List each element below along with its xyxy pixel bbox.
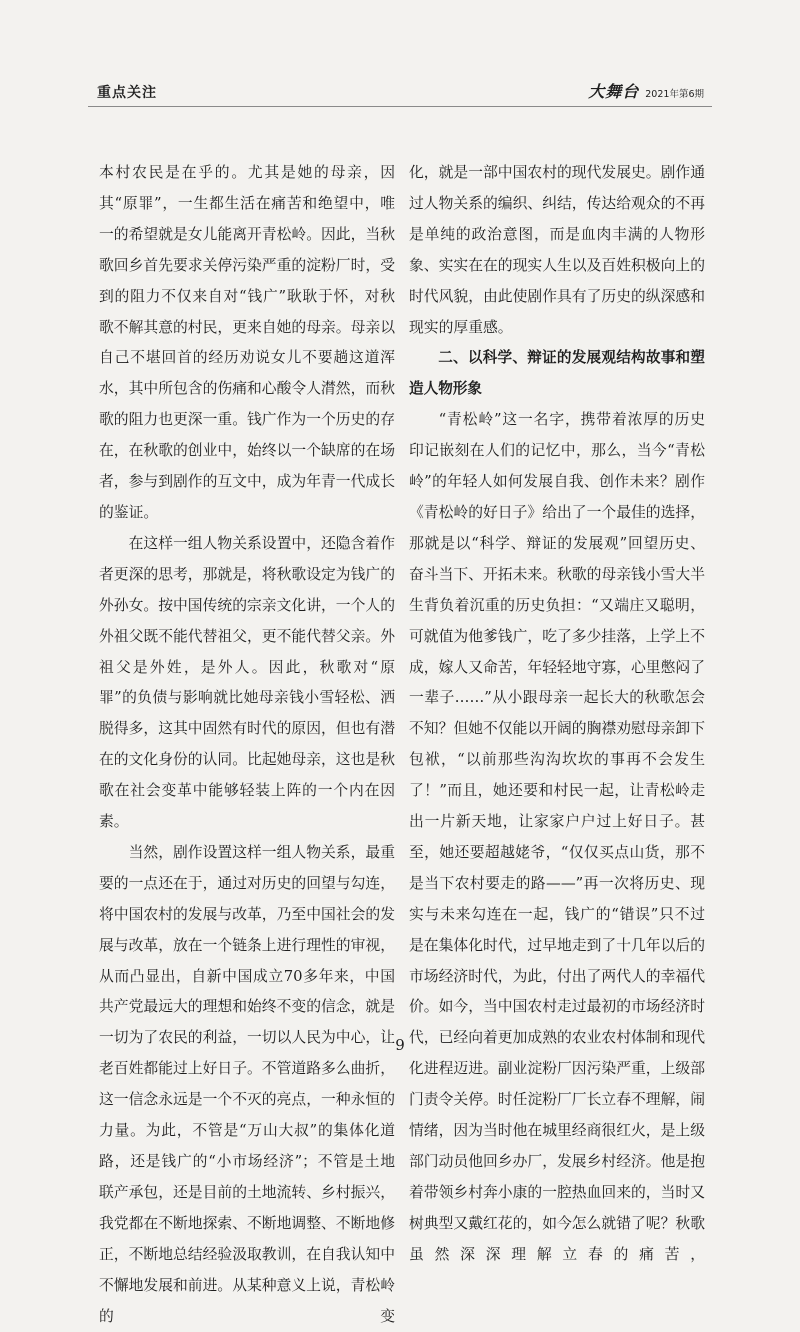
paragraph: “青松岭”这一名字，携带着浓厚的历史印记嵌刻在人们的记忆中，那么，当今“青松岭”的年轻人如何发展自我、创作未来？剧作《青松岭的好日子》给出了一个最佳的选择，那就是以“科学、辩证的发展观”回望历史、奋斗当下、开拓未来。秋歌的母亲钱小雪大半生背负着沉重的历史负担：“又端庄又聪明，可就值为他爹钱广，吃了多少挂落，上学上不成，嫁人又命苦，年轻轻地守寡，心里憋闷了一辈子……”从小跟母亲一起长大的秋歌怎会不知？但她不仅能以开阔的胸襟劝慰母亲卸下包袱，“以前那些沟沟坎坎的事再不会发生了！”而且，她还要和村民一起，让青松岭走出一片新天地，让家家户户过上好日子。甚至，她还要超越姥爷，“仅仅买点山货，那不是当下农村要走的路——”再一次将历史、现实与未来勾连在一起，钱广的“错误”只不过是在集体化时代，过早地走到了十几年以后的市场经济时代，为此，付出了两代人的幸福代价。如今，当中国农村走过最初的市场经济时代，已经向着更加成熟的农业农村体制和现代化进程迈进。副业淀粉厂因污染严重，上级部门责令关停。时任淀粉厂厂长立春不理解，闹情绪，因为当时他在城里经商很红火，是上级部门动员他回乡办厂，发展乡村经济。他是抱着带领乡村奔小康的一腔热血回来的，当时又树典型又戴红花的，如今怎么就错了呢？秋歌虽然深深理解立春的痛苦， (409, 411, 705, 1263)
paragraph: 在这样一组人物关系设置中，还隐含着作者更深的思考，那就是，将秋歌设定为钱广的外孙女。按中国传统的宗亲文化讲，一个人的外祖父既不能代替祖父，更不能代替父亲。外祖父是外姓，是外人。因此，秋歌对“原罪”的负债与影响就比她母亲钱小雪轻松、洒脱得多，这其中固然有时代的原因，但也有潜在的文化身份的认同。比起她母亲，这也是秋歌在社会变革中能够轻装上阵的一个内在因素。 (99, 534, 395, 831)
right-column (409, 158, 705, 1271)
section-label: 重点关注 (97, 85, 157, 101)
header-right (588, 79, 704, 102)
issue-label: 2021年第6期 (645, 89, 704, 100)
left-column (99, 158, 395, 1332)
paragraph: 当然，剧作设置这样一组人物关系，最重要的一点还在于，通过对历史的回望与勾连，将中国农村的发展与改革，乃至中国社会的发展与改革，放在一个链条上进行理性的审视，从而凸显出，自新中国成立70多年来，中国共产党最远大的理想和始终不变的信念，就是一切为了农民的利益，一切以人民为中心，让老百姓都能过上好日子。不管道路多么曲折，这一信念永远是一个不灭的亮点，一种永恒的力量。为此，不管是“万山大叔”的集体化道路，还是钱广的“小市场经济”；不管是土地联产承包，还是目前的土地流转、乡村振兴，我党都在不断地探索、不断地调整、不断地修正，不断地总结经验汲取教训，在自我认知中不懈地发展和前进。从某种意义上说，青松岭的变 (99, 843, 395, 1325)
page-number: 9 (395, 1036, 405, 1054)
magazine-logo: 大舞台 (588, 82, 640, 101)
paragraph: 本村农民是在乎的。尤其是她的母亲，因其“原罪”，一生都生活在痛苦和绝望中，唯一的希望就是女儿能离开青松岭。因此，当秋歌回乡首先要求关停污染严重的淀粉厂时，受到的阻力不仅来自对“钱广”耿耿于怀，对秋歌不解其意的村民，更来自她的母亲。母亲以自己不堪回首的经历劝说女儿不要趟这道浑水，其中所包含的伤痛和心酸令人潸然，而秋歌的阻力也更深一重。钱广作为一个历史的存在，在秋歌的创业中，始终以一个缺席的在场者，参与到剧作的互文中，成为年青一代成长的鉴证。 (99, 164, 395, 521)
paragraph: 化，就是一部中国农村的现代发展史。剧作通过人物关系的编织、纠结，传达给观众的不再是单纯的政治意图，而是血肉丰满的人物形象、实实在在的现实人生以及百姓积极向上的时代风貌，由此使剧作具有了历史的纵深感和现实的厚重感。 (409, 164, 705, 336)
header-rule (88, 106, 712, 107)
running-header (97, 80, 704, 102)
section-heading: 二、以科学、辩证的发展观结构故事和塑造人物形象 (409, 349, 705, 398)
